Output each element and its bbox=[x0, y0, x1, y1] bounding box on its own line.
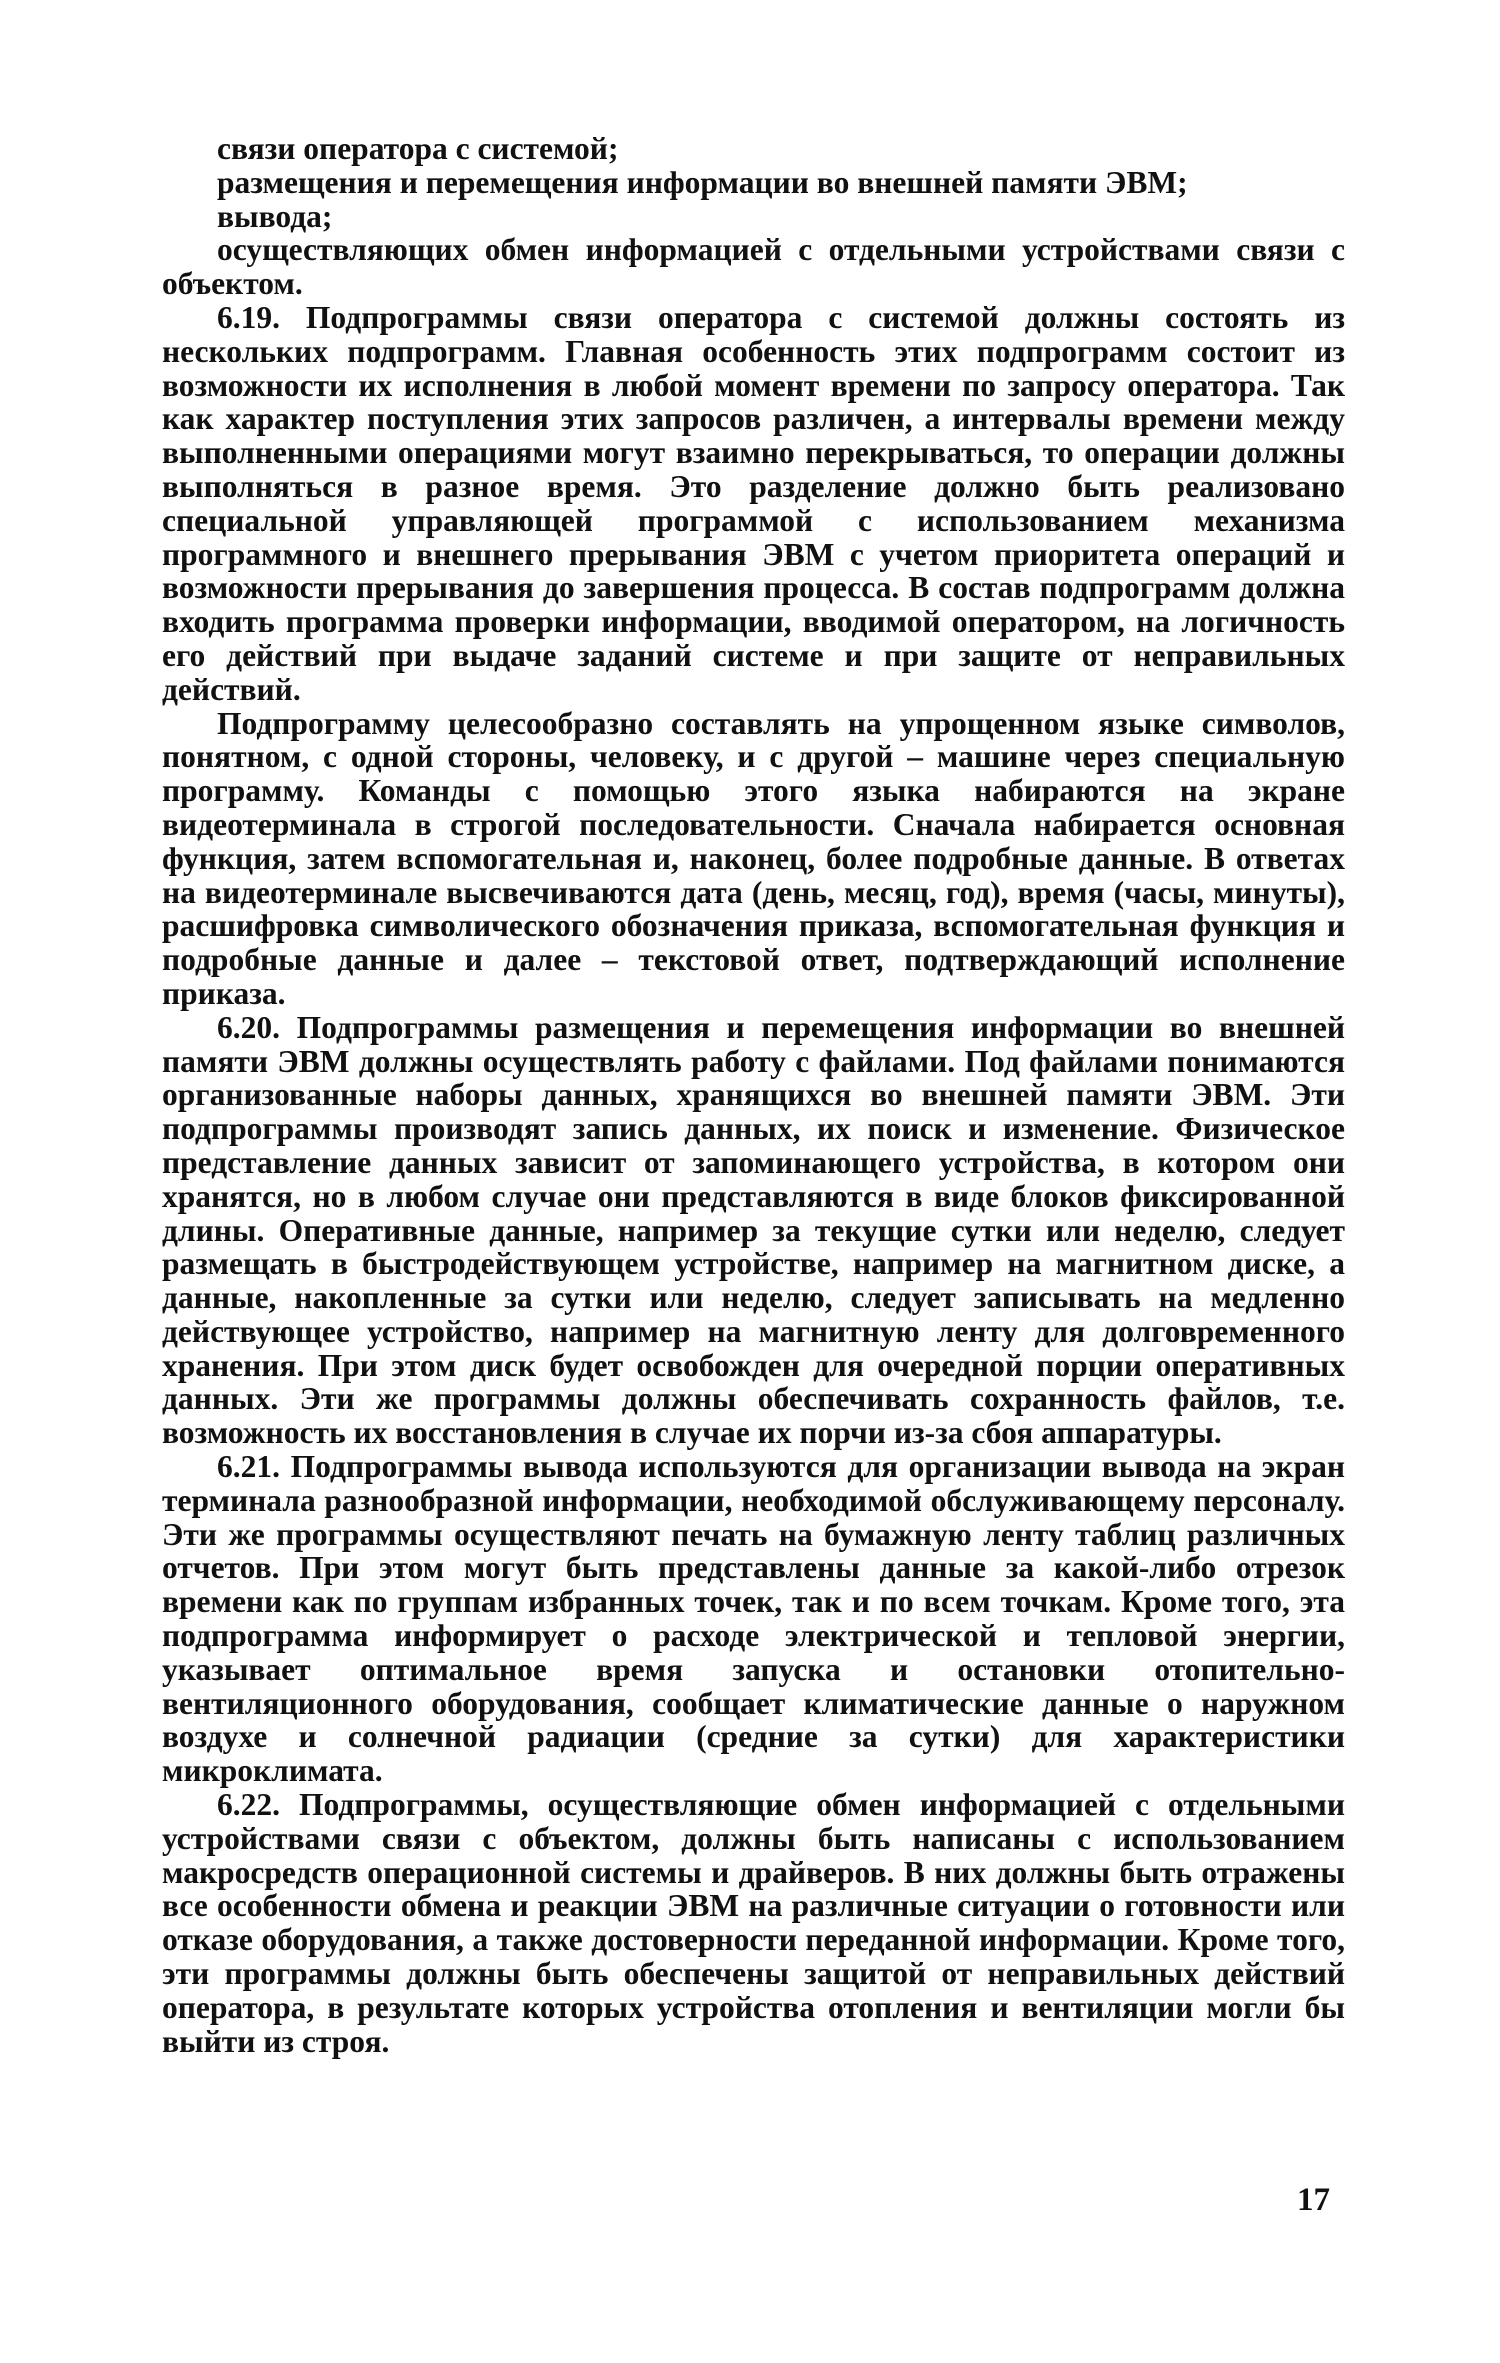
paragraph-6-20: 6.20. Подпрограммы размещения и перемещения информации во внешней памяти ЭВМ должны осуществлять работу с файлами. Под файлами понимаются организованные наборы данных, хранящихся во внешней памяти ЭВМ. Эти подпрограммы производят запись данных, их поиск и изменение. Физическое представление данных зависит от запоминающего устройства, в котором они хранятся, но в любом случае они представляются в виде блоков фиксированной длины. Оперативные данные, например за текущие сутки или неделю, следует размещать в быстродействующем устройстве, например на магнитном диске, а данные, накопленные за сутки или неделю, следует записывать на медленно действующее устройство, например на магнитную ленту для долговременного хранения. При этом диск будет освобожден для очередной порции оперативных данных. Эти же программы должны обеспечивать сохранность файлов, т.е. возможность их восстановления в случае их порчи из-за сбоя аппаратуры. bbox=[162, 1009, 1345, 1451]
list-item-operator-link: связи оператора с системой; bbox=[217, 131, 619, 166]
paragraph-6-22: 6.22. Подпрограммы, осуществляющие обмен информацией с отдельными устройствами связи с объектом, должны быть написаны с использованием макросредств операционной системы и драйверов. В них должны быть отражены все особенности обмена и реакции ЭВМ на различные ситуации о готовности или отказе оборудования, а также достоверности переданной информации. Кроме того, эти программы должны быть обеспечены защитой от неправильных действий оператора, в результате которых устройства отопления и вентиляции могли бы выйти из строя. bbox=[162, 1787, 1345, 2059]
list-item-device-exchange: осуществляющих обмен информацией с отдельными устройствами связи с объектом. bbox=[162, 232, 1345, 302]
paragraph-6-19: 6.19. Подпрограммы связи оператора с системой должны состоять из нескольких подпрограмм. Главная особенность этих подпрограмм состоит из возможности их исполнения в любой момент времени по запросу оператора. Так как характер поступления этих запросов различен, а интервалы времени между выполненными операциями могут взаимно перекрываться, то операции должны выполняться в разное время. Это разделение должно быть реализовано специальной управляющей программой с использованием механизма программного и внешнего прерывания ЭВМ с учетом приоритета операций и возможности прерывания до завершения процесса. В состав подпрограмм должна входить программа проверки информации, вводимой оператором, на логичность его действий при выдаче заданий системе и при защите от неправильных действий. bbox=[162, 299, 1345, 707]
document-page bbox=[162, 132, 1345, 2058]
paragraph-6-21: 6.21. Подпрограммы вывода используются для организации вывода на экран терминала разнообразной информации, необходимой обслуживающему персоналу. Эти же программы осуществляют печать на бумажную ленту таблиц различных отчетов. При этом могут быть представлены данные за какой-либо отрезок времени как по группам избранных точек, так и по всем точкам. Кроме того, эта подпрограмма информирует о расходе электрической и тепловой энергии, указывает оптимальное время запуска и остановки отопительно-вентиляционного оборудования, сообщает климатические данные о наружном воздухе и солнечной радиации (средние за сутки) для характеристики микроклимата. bbox=[162, 1449, 1345, 1789]
paragraph-subprogram-language: Подпрограмму целесообразно составлять на упрощенном языке символов, понятном, с одной стороны, человеку, и с другой – машине через специальную программу. Команды с помощью этого языка набираются на экране видеотерминала в строгой последовательности. Сначала набирается основная функция, затем вспомогательная и, наконец, более подробные данные. В ответах на видеотерминале высвечиваются дата (день, месяц, год), время (часы, минуты), расшифровка символического обозначения приказа, вспомогательная функция и подробные данные и далее – текстовой ответ, подтверждающий исполнение приказа. bbox=[162, 705, 1345, 1011]
list-item-external-memory: размещения и перемещения информации во внешней памяти ЭВМ; bbox=[217, 164, 1188, 200]
page-number: 17 bbox=[1297, 2182, 1330, 2218]
list-item-output: вывода; bbox=[217, 198, 333, 234]
